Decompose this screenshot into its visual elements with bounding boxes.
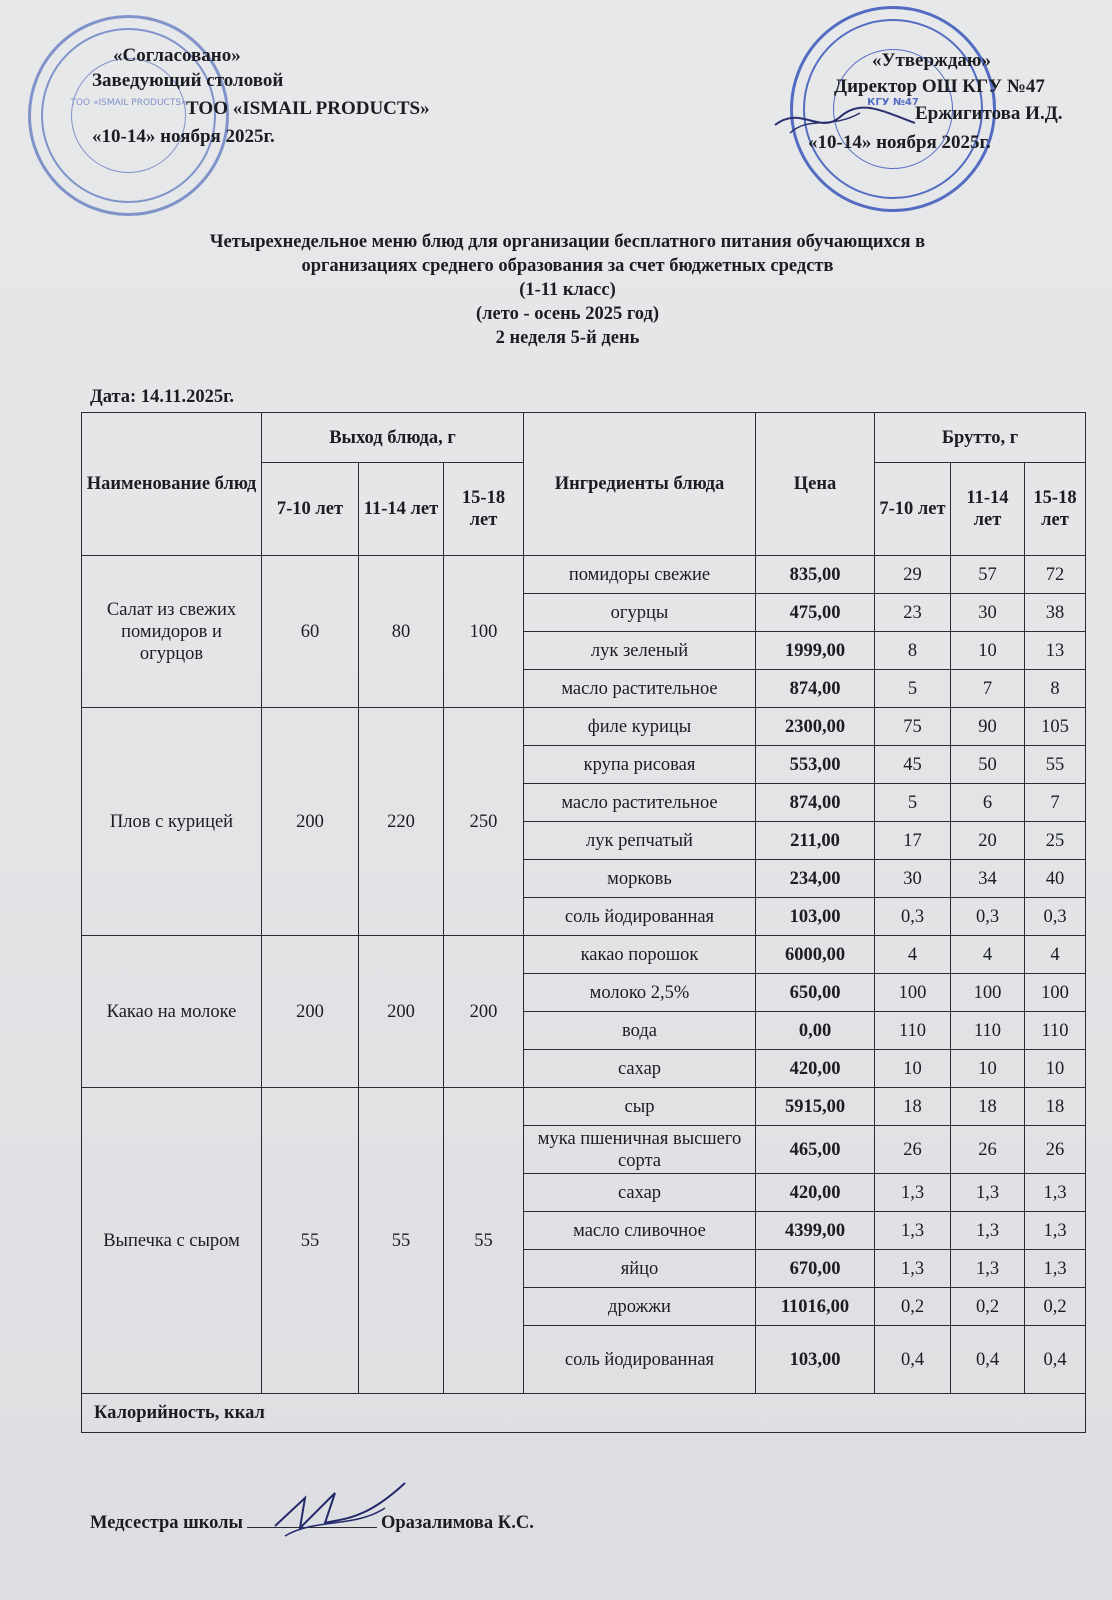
approval-right-heading: «Утверждаю» (872, 50, 991, 71)
approval-right-date: «10-14» ноября 2025г. (808, 132, 991, 153)
approval-left-position: Заведующий столовой (92, 70, 284, 91)
seal-text-left: ТОО «ISMAIL PRODUCTS» (70, 98, 187, 108)
ingredient-brutto: 17 (875, 822, 951, 860)
ingredient-price: 420,00 (756, 1050, 875, 1088)
menu-table (81, 412, 1086, 1433)
header-yield: Выход блюда, г (262, 413, 524, 463)
ingredient-brutto: 10 (1025, 1050, 1086, 1088)
ingredient-brutto: 50 (951, 746, 1025, 784)
dish-yield: 55 (262, 1088, 359, 1394)
ingredient-brutto: 0,4 (1025, 1326, 1086, 1394)
header-brutto: Брутто, г (875, 413, 1086, 463)
dish-name: Выпечка с сыром (82, 1088, 262, 1394)
dish-yield: 55 (359, 1088, 444, 1394)
nurse-signature (265, 1478, 415, 1548)
ingredient-name: масло растительное (524, 670, 756, 708)
ingredient-brutto: 7 (1025, 784, 1086, 822)
ingredient-brutto: 0,3 (875, 898, 951, 936)
approval-right-name: Ержигитова И.Д. (915, 103, 1063, 124)
ingredient-brutto: 29 (875, 556, 951, 594)
ingredient-brutto: 1,3 (951, 1174, 1025, 1212)
ingredient-brutto: 1,3 (951, 1212, 1025, 1250)
ingredient-price: 6000,00 (756, 936, 875, 974)
ingredient-brutto: 26 (875, 1126, 951, 1174)
ingredient-price: 1999,00 (756, 632, 875, 670)
director-signature (770, 95, 920, 145)
menu-date: Дата: 14.11.2025г. (90, 387, 235, 407)
ingredient-brutto: 40 (1025, 860, 1086, 898)
ingredient-brutto: 1,3 (1025, 1174, 1086, 1212)
ingredient-brutto: 13 (1025, 632, 1086, 670)
ingredient-brutto: 20 (951, 822, 1025, 860)
calories-row: Калорийность, ккал (82, 1394, 1086, 1433)
ingredient-brutto: 100 (951, 974, 1025, 1012)
ingredient-brutto: 75 (875, 708, 951, 746)
ingredient-price: 835,00 (756, 556, 875, 594)
seal-text-right: КГУ №47 (867, 97, 919, 108)
ingredient-brutto: 26 (1025, 1126, 1086, 1174)
header-brutto-age-7-10: 7-10 лет (875, 463, 951, 556)
ingredient-brutto: 7 (951, 670, 1025, 708)
ingredient-name: сахар (524, 1174, 756, 1212)
ingredient-brutto: 45 (875, 746, 951, 784)
ingredient-price: 211,00 (756, 822, 875, 860)
ingredient-name: соль йодированная (524, 1326, 756, 1394)
dish-yield: 250 (444, 708, 524, 936)
title-line-1: Четырехнедельное меню блюд для организации бесплатного питания обучающихся в (209, 232, 926, 252)
ingredient-price: 553,00 (756, 746, 875, 784)
approval-right-position: Директор ОШ КГУ №47 (834, 76, 1045, 97)
ingredient-brutto: 0,4 (951, 1326, 1025, 1394)
dish-yield: 100 (444, 556, 524, 708)
ingredient-price: 234,00 (756, 860, 875, 898)
ingredient-brutto: 30 (951, 594, 1025, 632)
ingredient-brutto: 1,3 (951, 1250, 1025, 1288)
dish-name: Какао на молоке (82, 936, 262, 1088)
ingredient-brutto: 1,3 (1025, 1250, 1086, 1288)
ingredient-name: какао порошок (524, 936, 756, 974)
ingredient-name: филе курицы (524, 708, 756, 746)
ingredient-brutto: 110 (875, 1012, 951, 1050)
ingredient-brutto: 0,4 (875, 1326, 951, 1394)
ingredient-name: вода (524, 1012, 756, 1050)
ingredient-brutto: 1,3 (1025, 1212, 1086, 1250)
ingredient-price: 11016,00 (756, 1288, 875, 1326)
ingredient-name: яйцо (524, 1250, 756, 1288)
ingredient-brutto: 18 (1025, 1088, 1086, 1126)
menu-table-body (82, 556, 1086, 1394)
ingredient-brutto: 4 (1025, 936, 1086, 974)
ingredient-brutto: 25 (1025, 822, 1086, 860)
ingredient-name: лук зеленый (524, 632, 756, 670)
ingredient-brutto: 100 (875, 974, 951, 1012)
ingredient-name: морковь (524, 860, 756, 898)
ingredient-brutto: 6 (951, 784, 1025, 822)
ingredient-row (82, 936, 1086, 974)
ingredient-brutto: 10 (951, 1050, 1025, 1088)
ingredient-price: 103,00 (756, 898, 875, 936)
dish-yield: 200 (262, 708, 359, 936)
ingredient-price: 103,00 (756, 1326, 875, 1394)
title-line-4: (лето - осень 2025 год) (475, 304, 660, 324)
ingredient-brutto: 18 (951, 1088, 1025, 1126)
ingredient-brutto: 0,3 (951, 898, 1025, 936)
header-yield-age-15-18: 15-18 лет (444, 463, 524, 556)
header-brutto-age-15-18: 15-18 лет (1025, 463, 1086, 556)
ingredient-name: дрожжи (524, 1288, 756, 1326)
ingredient-brutto: 5 (875, 670, 951, 708)
ingredient-name: помидоры свежие (524, 556, 756, 594)
ingredient-brutto: 110 (951, 1012, 1025, 1050)
header-brutto-age-11-14: 11-14 лет (951, 463, 1025, 556)
ingredient-brutto: 8 (875, 632, 951, 670)
approval-left-date: «10-14» ноября 2025г. (92, 126, 275, 147)
ingredient-brutto: 1,3 (875, 1212, 951, 1250)
dish-name: Плов с курицей (82, 708, 262, 936)
dish-yield: 55 (444, 1088, 524, 1394)
ingredient-brutto: 26 (951, 1126, 1025, 1174)
ingredient-price: 5915,00 (756, 1088, 875, 1126)
header-yield-age-11-14: 11-14 лет (359, 463, 444, 556)
dish-yield: 200 (359, 936, 444, 1088)
ingredient-row (82, 708, 1086, 746)
ingredient-brutto: 30 (875, 860, 951, 898)
ingredient-brutto: 0,2 (951, 1288, 1025, 1326)
ingredient-brutto: 55 (1025, 746, 1086, 784)
ingredient-price: 670,00 (756, 1250, 875, 1288)
ingredient-price: 874,00 (756, 784, 875, 822)
title-line-2: организациях среднего образования за счет бюджетных средств (301, 256, 834, 276)
ingredient-brutto: 90 (951, 708, 1025, 746)
ingredient-brutto: 57 (951, 556, 1025, 594)
ingredient-brutto: 0,2 (1025, 1288, 1086, 1326)
ingredient-row (82, 1088, 1086, 1126)
ingredient-name: масло растительное (524, 784, 756, 822)
dish-yield: 200 (262, 936, 359, 1088)
ingredient-brutto: 1,3 (875, 1250, 951, 1288)
ingredient-brutto: 23 (875, 594, 951, 632)
ingredient-name: мука пшеничная высшего сорта (524, 1126, 756, 1174)
ingredient-name: сахар (524, 1050, 756, 1088)
ingredient-brutto: 1,3 (875, 1174, 951, 1212)
ingredient-name: сыр (524, 1088, 756, 1126)
ingredient-brutto: 5 (875, 784, 951, 822)
ingredient-price: 2300,00 (756, 708, 875, 746)
ingredient-brutto: 8 (1025, 670, 1086, 708)
ingredient-brutto: 100 (1025, 974, 1086, 1012)
ingredient-brutto: 0,3 (1025, 898, 1086, 936)
document-title (100, 230, 1035, 350)
ingredient-name: масло сливочное (524, 1212, 756, 1250)
ingredient-brutto: 4 (875, 936, 951, 974)
ingredient-price: 475,00 (756, 594, 875, 632)
header-ingredients: Ингредиенты блюда (524, 413, 756, 556)
dish-yield: 220 (359, 708, 444, 936)
nurse-role: Медсестра школы (90, 1513, 243, 1533)
title-line-3: (1-11 класс) (519, 280, 616, 300)
ingredient-price: 4399,00 (756, 1212, 875, 1250)
header-dish: Наименование блюд (82, 413, 262, 556)
ingredient-brutto: 72 (1025, 556, 1086, 594)
title-line-5: 2 неделя 5-й день (495, 328, 640, 348)
dish-yield: 60 (262, 556, 359, 708)
ingredient-name: крупа рисовая (524, 746, 756, 784)
ingredient-price: 420,00 (756, 1174, 875, 1212)
dish-yield: 80 (359, 556, 444, 708)
ingredient-name: лук репчатый (524, 822, 756, 860)
approval-left-company: ТОО «ISMAIL PRODUCTS» (186, 98, 430, 119)
ingredient-brutto: 105 (1025, 708, 1086, 746)
ingredient-brutto: 18 (875, 1088, 951, 1126)
ingredient-brutto: 4 (951, 936, 1025, 974)
header-yield-age-7-10: 7-10 лет (262, 463, 359, 556)
ingredient-name: молоко 2,5% (524, 974, 756, 1012)
approval-left-heading: «Согласовано» (113, 45, 241, 66)
nurse-name: Оразалимова К.С. (380, 1513, 534, 1533)
ingredient-name: огурцы (524, 594, 756, 632)
ingredient-brutto: 38 (1025, 594, 1086, 632)
ingredient-price: 465,00 (756, 1126, 875, 1174)
dish-name: Салат из свежих помидоров и огурцов (82, 556, 262, 708)
dish-yield: 200 (444, 936, 524, 1088)
ingredient-row (82, 556, 1086, 594)
header-price: Цена (756, 413, 875, 556)
ingredient-brutto: 0,2 (875, 1288, 951, 1326)
ingredient-price: 0,00 (756, 1012, 875, 1050)
ingredient-price: 874,00 (756, 670, 875, 708)
ingredient-brutto: 10 (875, 1050, 951, 1088)
ingredient-name: соль йодированная (524, 898, 756, 936)
ingredient-price: 650,00 (756, 974, 875, 1012)
ingredient-brutto: 34 (951, 860, 1025, 898)
ingredient-brutto: 10 (951, 632, 1025, 670)
ingredient-brutto: 110 (1025, 1012, 1086, 1050)
